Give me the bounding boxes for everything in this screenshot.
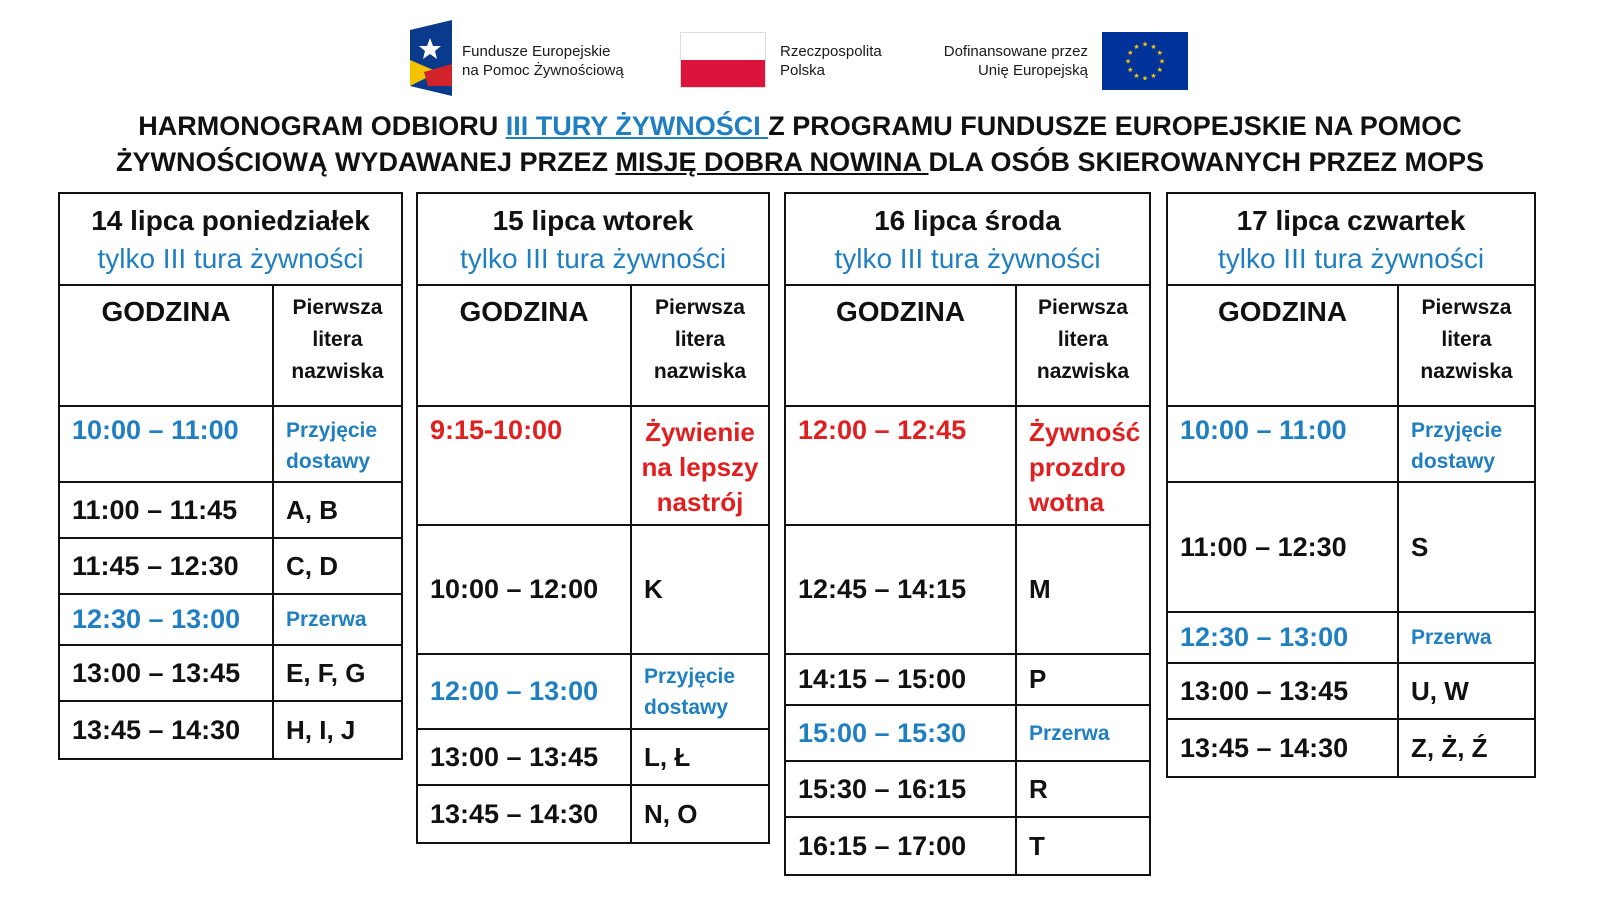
day-table — [1166, 192, 1536, 778]
time-slot: 12:45 – 14:15 — [798, 574, 967, 604]
column-header-letter — [1015, 286, 1149, 405]
schedule-row — [1168, 407, 1534, 483]
letter-cell: Przerwa — [272, 595, 401, 644]
eu-star-icon: ★ — [1141, 41, 1149, 49]
day-date: 15 lipca wtorek — [492, 205, 694, 236]
schedule-row — [60, 595, 401, 646]
eu-star-icon: ★ — [1158, 58, 1166, 66]
eu-star-icon: ★ — [1156, 50, 1163, 57]
column-header-letter-line: nazwiska — [1420, 360, 1513, 383]
eu-star-icon: ★ — [1150, 43, 1157, 51]
letter-cell: H, I, J — [272, 702, 401, 758]
column-header-time: GODZINA — [101, 296, 231, 327]
time-slot: 13:00 – 13:45 — [430, 741, 599, 772]
day-subtitle: tylko III tura żywności — [459, 243, 727, 274]
title-underlined: MISJĘ DOBRA NOWINA — [615, 147, 929, 177]
day-date: 14 lipca poniedziałek — [91, 205, 370, 236]
eu-star-icon: ★ — [1127, 50, 1134, 57]
eu-star-icon: ★ — [1156, 67, 1163, 74]
day-subtitle: tylko III tura żywności — [834, 243, 1101, 274]
time-slot: 13:00 – 13:45 — [72, 657, 241, 688]
eu-star-icon: ★ — [1127, 67, 1134, 74]
time-slot: 16:15 – 17:00 — [798, 830, 967, 861]
schedule-row — [1168, 720, 1534, 776]
letter-cell: P — [1015, 655, 1149, 704]
time-slot: 13:45 – 14:30 — [72, 714, 241, 745]
schedule-row — [1168, 664, 1534, 720]
letter-cell: U, W — [1397, 664, 1534, 718]
fe-logo-text — [462, 42, 624, 80]
time-slot: 12:00 – 12:45 — [798, 415, 967, 445]
time-slot: 12:00 – 13:00 — [430, 676, 599, 706]
column-header-letter-line: litera — [312, 328, 363, 351]
column-header-letter-line: litera — [1441, 328, 1492, 351]
time-slot: 15:30 – 16:15 — [798, 773, 967, 804]
schedule-row — [418, 526, 768, 655]
day-subtitle: tylko III tura żywności — [1217, 243, 1485, 274]
schedule-row — [60, 539, 401, 595]
letter-cell: Przyjęcie dostawy — [272, 407, 401, 481]
letter-cell: R — [1015, 762, 1149, 816]
title-part2: Z PROGRAMU FUNDUSZE EUROPEJSKIE NA POMOC — [768, 111, 1462, 141]
schedule-row — [418, 655, 768, 730]
day-subtitle: tylko III tura żywności — [97, 243, 364, 274]
schedule-row — [786, 706, 1149, 762]
column-header-time: GODZINA — [459, 296, 589, 327]
title-part4: DLA OSÓB SKIEROWANYCH PRZEZ MOPS — [928, 147, 1485, 177]
eu-flag-icon — [1102, 32, 1188, 90]
column-header-time: GODZINA — [1217, 296, 1348, 327]
schedule-row — [786, 655, 1149, 706]
schedule-row — [60, 702, 401, 758]
time-slot: 13:45 – 14:30 — [430, 798, 599, 829]
letter-cell: S — [1397, 483, 1534, 611]
eu-star-icon: ★ — [1124, 58, 1132, 66]
rp-logo-line2: Polska — [780, 62, 826, 79]
day-date: 17 lipca czwartek — [1236, 205, 1466, 236]
eu-star-icon: ★ — [1141, 75, 1149, 83]
schedule-row — [786, 526, 1149, 655]
eu-logo-line1: Dofinansowane przez — [943, 43, 1088, 60]
time-slot: 10:00 – 12:00 — [430, 574, 599, 604]
schedule-row — [1168, 613, 1534, 664]
column-header-letter-line: Pierwsza — [292, 296, 383, 319]
column-header-letter — [272, 286, 401, 405]
day-header — [1168, 194, 1534, 286]
title-part1: HARMONOGRAM ODBIORU — [138, 111, 506, 141]
logo-bar — [410, 20, 1190, 96]
letter-cell: E, F, G — [272, 646, 401, 700]
column-headers — [418, 286, 768, 407]
letter-cell: Z, Ż, Ź — [1397, 720, 1534, 776]
day-table — [58, 192, 403, 760]
fe-logo-icon — [410, 20, 452, 96]
polish-flag-icon — [680, 32, 766, 88]
letter-cell: C, D — [272, 539, 401, 593]
letter-cell: A, B — [272, 483, 401, 537]
eu-star-icon: ★ — [1150, 73, 1157, 81]
time-slot: 15:00 – 15:30 — [798, 717, 967, 748]
time-slot: 13:00 – 13:45 — [1180, 675, 1349, 706]
time-slot: 14:15 – 15:00 — [798, 664, 967, 694]
schedule-row — [1168, 483, 1534, 613]
schedule-row — [418, 786, 768, 842]
column-header-letter-line: Pierwsza — [655, 296, 745, 319]
fe-logo-line2: na Pomoc Żywnościową — [462, 62, 624, 79]
time-slot: 9:15-10:00 — [430, 415, 563, 445]
schedule-row — [786, 762, 1149, 818]
letter-cell: M — [1015, 526, 1149, 653]
day-header — [60, 194, 401, 286]
page-title — [20, 108, 1580, 180]
day-table — [416, 192, 770, 844]
schedule-row — [418, 730, 768, 786]
day-table — [784, 192, 1151, 876]
column-header-letter-line: nazwiska — [1036, 360, 1130, 383]
eu-star-icon: ★ — [1133, 43, 1140, 51]
time-slot: 12:30 – 13:00 — [1180, 622, 1349, 652]
column-header-letter — [1397, 286, 1534, 405]
schedule-row — [60, 407, 401, 483]
day-date: 16 lipca środa — [874, 205, 1061, 236]
schedule-row — [786, 818, 1149, 874]
column-header-letter-line: litera — [1057, 328, 1109, 351]
eu-logo-text — [928, 42, 1088, 80]
letter-cell: Przyjęcie dostawy — [630, 655, 768, 728]
time-slot: 11:45 – 12:30 — [72, 550, 239, 581]
schedule-row — [418, 407, 768, 526]
rp-logo-text — [780, 42, 882, 80]
column-headers — [1168, 286, 1534, 407]
letter-cell: Przyjęcie dostawy — [1397, 407, 1534, 481]
column-header-letter-line: Pierwsza — [1038, 296, 1128, 319]
letter-cell: Przerwa — [1015, 706, 1149, 760]
time-slot: 11:00 – 12:30 — [1180, 531, 1347, 562]
column-header-letter — [630, 286, 768, 405]
time-slot: 10:00 – 11:00 — [1180, 415, 1347, 445]
letter-cell: L, Ł — [630, 730, 768, 784]
day-header — [418, 194, 768, 286]
column-header-letter-line: nazwiska — [291, 360, 384, 383]
rp-logo-line1: Rzeczpospolita — [780, 43, 882, 60]
schedule-row — [60, 646, 401, 702]
letter-cell: N, O — [630, 786, 768, 842]
column-header-letter-line: Pierwsza — [1421, 296, 1512, 319]
letter-cell: Żywność prozdro wotna — [1015, 407, 1149, 524]
letter-cell: K — [630, 526, 768, 653]
time-slot: 10:00 – 11:00 — [72, 415, 239, 445]
column-headers — [60, 286, 401, 407]
column-header-time: GODZINA — [835, 296, 966, 327]
letter-cell: T — [1015, 818, 1149, 874]
eu-star-icon: ★ — [1133, 73, 1140, 81]
title-highlight: III TURY ŻYWNOŚCI — [505, 111, 769, 141]
fe-logo-line1: Fundusze Europejskie — [462, 43, 611, 60]
schedule-row — [786, 407, 1149, 526]
letter-cell: Przerwa — [1397, 613, 1534, 662]
column-headers — [786, 286, 1149, 407]
eu-logo-line2: Unię Europejską — [977, 62, 1088, 79]
time-slot: 12:30 – 13:00 — [72, 604, 241, 634]
letter-cell: Żywienie na lepszy nastrój — [630, 407, 768, 524]
time-slot: 11:00 – 11:45 — [72, 494, 238, 525]
column-header-letter-line: nazwiska — [653, 360, 747, 383]
column-header-letter-line: litera — [674, 328, 726, 351]
time-slot: 13:45 – 14:30 — [1180, 732, 1349, 763]
title-part3: ŻYWNOŚCIOWĄ WYDAWANEJ PRZEZ — [115, 147, 616, 177]
schedule-row — [60, 483, 401, 539]
day-header — [786, 194, 1149, 286]
